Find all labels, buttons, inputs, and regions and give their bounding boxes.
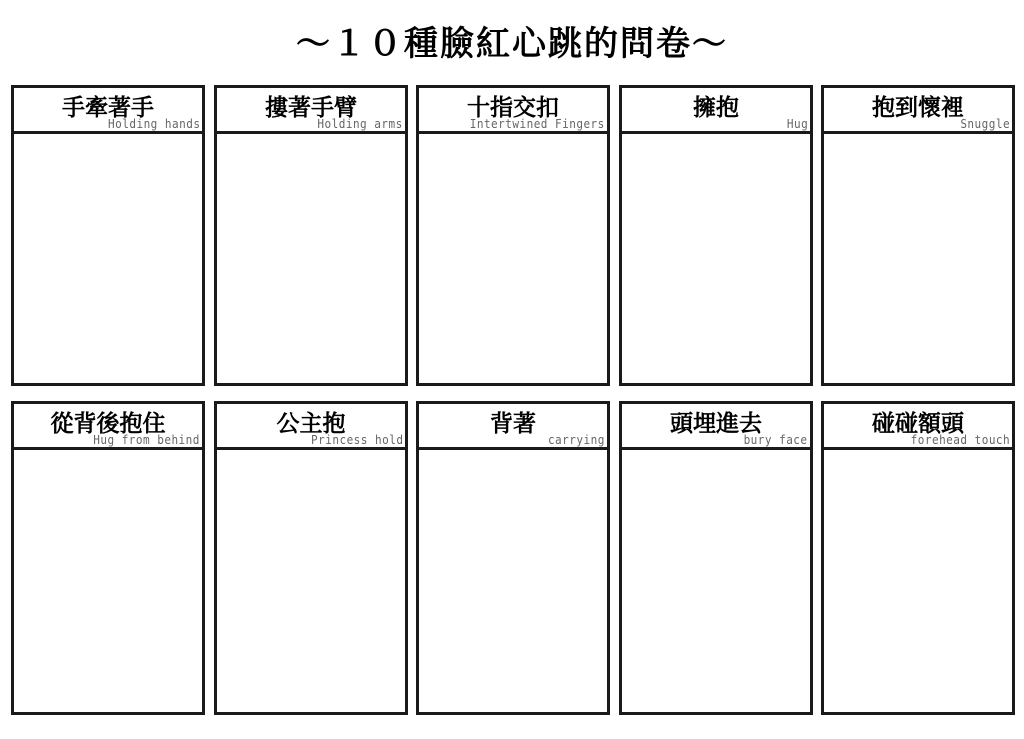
panel-title-en: Snuggle (960, 117, 1010, 131)
panel-header (622, 404, 810, 450)
panel-title-zh: 十指交扣 (467, 95, 559, 121)
panel-title-zh: 摟著手臂 (265, 95, 357, 121)
panel-snuggle (821, 85, 1015, 386)
panel-forehead-touch (821, 401, 1015, 715)
panel-title-zh: 頭埋進去 (670, 411, 762, 437)
page-title: ～１０種臉紅心跳的問卷～ (296, 24, 728, 64)
panel-title-en: bury face (744, 433, 808, 447)
panel-title-en: carrying (548, 433, 605, 447)
panel-intertwined-fingers (416, 85, 610, 386)
panel-hug (619, 85, 813, 386)
panel-holding-hands (11, 85, 205, 386)
panel-header (419, 404, 607, 450)
panel-title-zh: 背著 (490, 411, 536, 437)
panel-title-zh: 手牽著手 (62, 95, 154, 121)
panel-title-en: Princess hold (310, 433, 403, 447)
panel-header (824, 404, 1012, 450)
panel-header (824, 88, 1012, 134)
panel-hug-from-behind (11, 401, 205, 715)
panel-header (217, 404, 405, 450)
panel-title-zh: 擁抱 (693, 95, 739, 121)
panel-title-en: Hug from behind (93, 433, 200, 447)
panel-holding-arms (214, 85, 408, 386)
panel-header (14, 404, 202, 450)
panel-princess-hold (214, 401, 408, 715)
panel-title-zh: 抱到懷裡 (872, 95, 964, 121)
panel-header (14, 88, 202, 134)
panel-title-zh: 從背後抱住 (50, 411, 166, 437)
panel-carrying (416, 401, 610, 715)
panel-header (217, 88, 405, 134)
panel-title-en: Intertwined Fingers (469, 117, 605, 131)
panel-title-zh: 碰碰額頭 (872, 411, 964, 437)
panel-title-zh: 公主抱 (276, 411, 346, 437)
panel-title-en: Hug (786, 117, 808, 131)
panel-title-en: Holding arms (317, 117, 403, 131)
panel-header (419, 88, 607, 134)
panel-title-en: forehead touch (910, 433, 1010, 447)
panel-bury-face (619, 401, 813, 715)
panel-header (622, 88, 810, 134)
panel-title-en: Holding hands (107, 117, 200, 131)
